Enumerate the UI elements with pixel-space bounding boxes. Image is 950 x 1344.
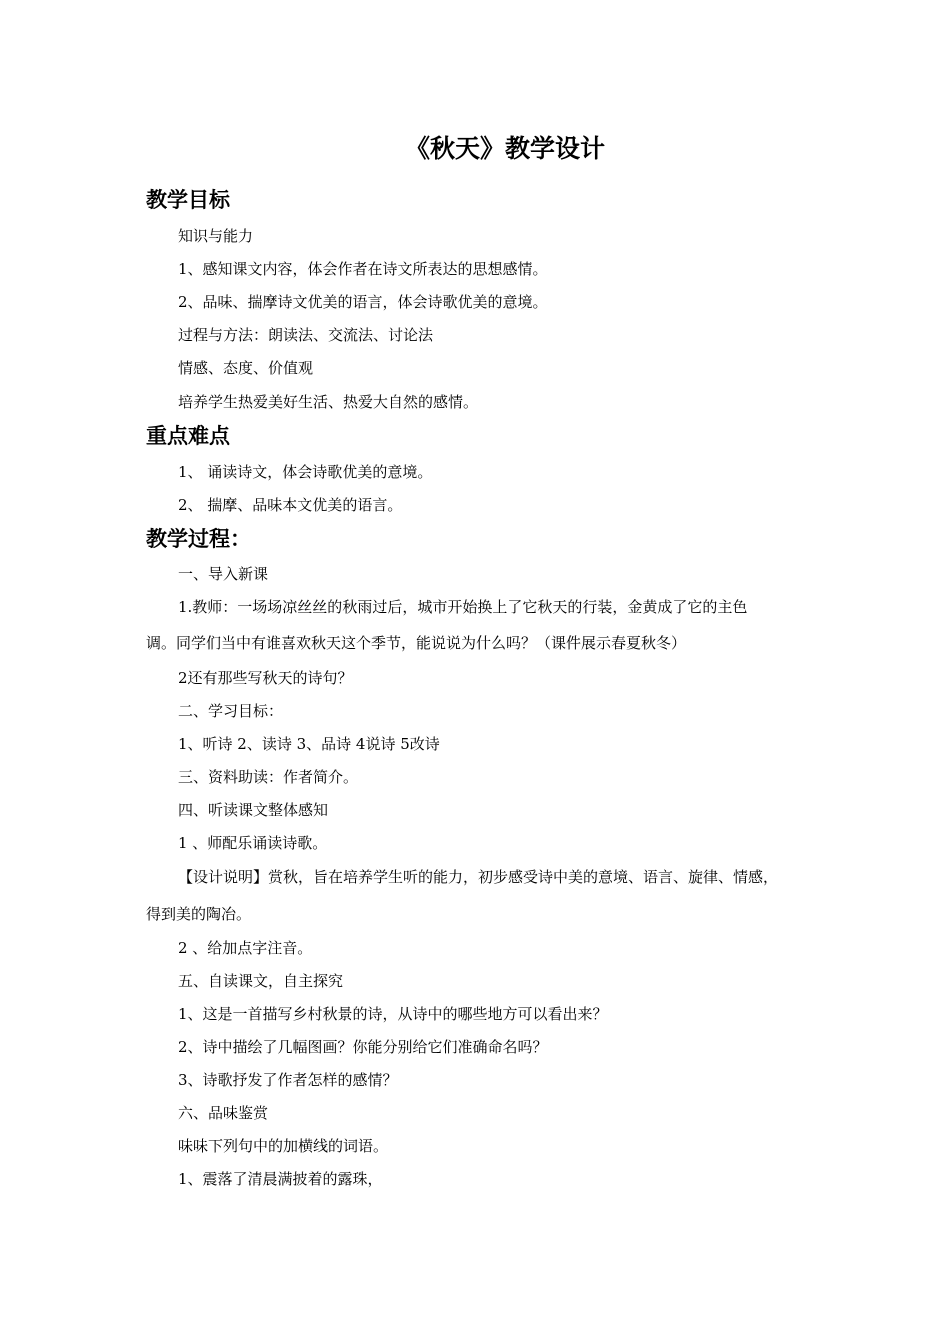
process-listen-2: 2 、给加点字注音。	[178, 939, 313, 957]
goals-line-3: 2、品味、揣摩诗文优美的语言，体会诗歌优美的意境。	[178, 293, 548, 311]
goals-line-4: 过程与方法：朗读法、交流法、讨论法	[178, 326, 434, 344]
key-point-1: 1、 诵读诗文，体会诗歌优美的意境。	[178, 463, 433, 481]
goals-line-1: 知识与能力	[178, 227, 254, 245]
design-note-line-1: 【设计说明】赏秋，旨在培养学生听的能力，初步感受诗中美的意境、语言、旋律、情感，	[178, 868, 779, 886]
process-teacher-line-2: 调。同学们当中有谁喜欢秋天这个季节，能说说为什么吗？（课件展示春夏秋冬）	[146, 634, 687, 652]
appreciate-intro: 味味下列句中的加横线的词语。	[178, 1137, 389, 1155]
goals-line-5: 情感、态度、价值观	[178, 359, 314, 377]
document-title: 《秋天》教学设计	[404, 134, 605, 163]
process-goals-heading: 二、学习目标：	[178, 702, 284, 720]
process-teacher-line-1: 1.教师：一场场凉丝丝的秋雨过后，城市开始换上了它秋天的行装，金黄成了它的主色	[178, 598, 748, 616]
process-listen-heading: 四、听读课文整体感知	[178, 801, 329, 819]
heading-teaching-process: 教学过程：	[146, 527, 251, 551]
self-read-heading: 五、自读课文，自主探究	[178, 972, 344, 990]
process-intro: 一、导入新课	[178, 565, 269, 583]
goals-line-6: 培养学生热爱美好生活、热爱大自然的感情。	[178, 393, 479, 411]
process-materials: 三、资料助读：作者简介。	[178, 768, 359, 786]
heading-teaching-goals: 教学目标	[146, 188, 230, 212]
appreciate-heading: 六、品味鉴赏	[178, 1104, 269, 1122]
process-goals-list: 1、听诗 2、读诗 3、品诗 4说诗 5改诗	[178, 735, 440, 753]
design-note-line-2: 得到美的陶冶。	[146, 905, 252, 923]
goals-line-2: 1、感知课文内容，体会作者在诗文所表达的思想感情。	[178, 260, 548, 278]
key-point-2: 2、 揣摩、品味本文优美的语言。	[178, 496, 403, 514]
process-poems: 2还有那些写秋天的诗句？	[178, 669, 353, 687]
question-2: 2、诗中描绘了几幅图画？你能分别给它们准确命名吗？	[178, 1038, 548, 1056]
heading-key-points: 重点难点	[146, 424, 230, 448]
process-listen-1: 1 、师配乐诵读诗歌。	[178, 834, 328, 852]
question-3: 3、诗歌抒发了作者怎样的感情？	[178, 1071, 398, 1089]
question-1: 1、这是一首描写乡村秋景的诗，从诗中的哪些地方可以看出来？	[178, 1005, 608, 1023]
appreciate-item-1: 1、震落了清晨满披着的露珠，	[178, 1170, 383, 1188]
